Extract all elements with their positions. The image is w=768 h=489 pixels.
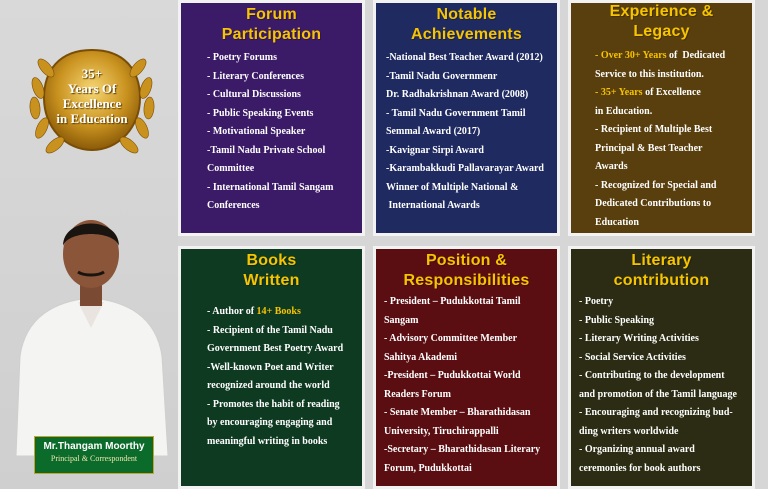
card-title-line: contribution: [613, 272, 710, 289]
list-item: ceremonies for book authors: [579, 462, 701, 474]
list-item: - Recipient of the Tamil Nadu: [207, 324, 333, 336]
card-title-line: Experience &: [609, 3, 714, 20]
list-item: Dedicated Contributions to: [595, 198, 712, 209]
card-title: [571, 2, 752, 42]
list-item-text: of Dedicated: [666, 50, 726, 61]
list-item: by encouraging engaging and: [207, 417, 333, 428]
card-title-line: Written: [243, 272, 300, 289]
list-item: recognized around the world: [207, 380, 330, 391]
list-item: [207, 303, 362, 322]
list-item: Semmal Award (2017): [386, 126, 481, 137]
books-list: [207, 303, 362, 451]
list-item: -Tamil Nadu Governmenr: [386, 70, 498, 82]
list-item: Principal & Best Teacher: [595, 142, 703, 154]
forum-list: [207, 49, 362, 216]
experience-legacy-card: [568, 0, 755, 236]
list-item: - Public Speaking: [579, 314, 655, 326]
left-panel: [0, 0, 178, 489]
list-item: -President – Pudukkottai World: [384, 370, 521, 381]
list-item-highlight: International Awards: [386, 200, 480, 211]
list-item: Dr. Radhakrishnan Award (2008): [386, 89, 529, 100]
card-title-line: Books: [246, 252, 297, 269]
badge-line: Years Of: [67, 81, 117, 96]
card-title: [376, 251, 557, 291]
list-item: University, Tiruchirappalli: [384, 425, 499, 437]
card-title-line: Participation: [221, 26, 322, 43]
list-item: meaningful writing in books: [207, 435, 328, 447]
books-written-card: [178, 246, 365, 489]
list-item: - Poetry: [579, 296, 614, 307]
card-title-line: Responsibilities: [403, 272, 530, 289]
list-item: - Organizing annual award: [579, 444, 695, 455]
list-item: - Social Service Activities: [579, 351, 686, 363]
list-item: Forum, Pudukkottai: [384, 462, 472, 474]
list-item: Service to this institution.: [595, 68, 704, 80]
list-item: Education: [595, 216, 639, 228]
list-item-highlight: Over 30+ Years: [600, 50, 667, 61]
badge-text: [22, 66, 162, 126]
list-item-prefix: -: [595, 87, 601, 98]
badge-line: Excellence: [62, 96, 122, 111]
notable-achievements-card: [373, 0, 560, 236]
literary-contribution-card: [568, 246, 755, 489]
list-item: - Public Speaking Events: [207, 107, 314, 119]
literary-list: [579, 293, 752, 478]
list-item-highlight: 35+ Years: [600, 87, 643, 98]
list-item: Government Best Poetry Award: [207, 343, 344, 354]
list-item: -Well-known Poet and Writer: [207, 361, 334, 373]
card-title: [571, 251, 752, 291]
card-title-line: Notable: [436, 6, 497, 23]
list-item: - Cultural Discussions: [207, 89, 301, 100]
list-item-highlight: 14+ Books: [256, 306, 301, 317]
card-title-line: Legacy: [633, 23, 690, 40]
list-item: - Senate Member – Bharathidasan: [384, 407, 531, 418]
list-item: - Poetry Forums: [207, 52, 277, 63]
card-title-line: Achievements: [411, 26, 522, 43]
profile-role: Principal & Correspondent: [50, 454, 138, 463]
achievements-list: [386, 49, 557, 216]
list-item: - Recipient of Multiple Best: [595, 124, 713, 135]
card-title: [181, 5, 362, 45]
list-item-prefix: -: [595, 50, 601, 61]
badge-line: in Education: [56, 111, 128, 126]
profile-name: Mr.Thangam Moorthy: [43, 441, 145, 452]
list-item: Committee: [207, 163, 255, 174]
card-title: [181, 251, 362, 291]
card-title-line: Literary: [631, 252, 692, 269]
list-item: - Tamil Nadu Government Tamil: [386, 107, 526, 119]
list-item: Sangam: [384, 314, 419, 326]
position-list: [384, 293, 557, 478]
list-item-text: of Excellence: [642, 87, 701, 98]
list-item: -Secretary – Bharathidasan Literary: [384, 444, 541, 455]
list-item: - International Tamil Sangam: [207, 181, 334, 193]
list-item: - Contributing to the development: [579, 370, 725, 381]
list-item-text: - Author of: [207, 306, 257, 317]
list-item: Readers Forum: [384, 388, 451, 400]
card-title: [376, 5, 557, 45]
list-item: -Tamil Nadu Private School: [207, 144, 326, 156]
list-item: - Literary Writing Activities: [579, 333, 699, 344]
list-item: - Recognized for Special and: [595, 179, 717, 191]
position-responsibilities-card: [373, 246, 560, 489]
list-item: - Motivational Speaker: [207, 126, 306, 137]
portrait-image: [6, 206, 176, 456]
list-item: [595, 47, 752, 66]
list-item: [595, 84, 752, 103]
list-item: Awards: [595, 161, 628, 172]
list-item: Conferences: [207, 200, 260, 211]
name-plate: [34, 436, 154, 474]
list-item-highlight: Winner of Multiple National &: [386, 181, 519, 193]
excellence-badge: [22, 28, 162, 168]
list-item: - Advisory Committee Member: [384, 333, 518, 344]
badge-line: 35+: [81, 66, 103, 81]
list-item: -Karambakkudi Pallavarayar Award: [386, 163, 544, 174]
list-item: - Promotes the habit of reading: [207, 398, 340, 410]
forum-participation-card: [178, 0, 365, 236]
list-item: and promotion of the Tamil language: [579, 388, 737, 400]
card-title-line: Forum: [246, 6, 297, 23]
card-title-line: Position &: [425, 252, 508, 269]
list-item: in Education.: [595, 105, 653, 117]
list-item: - Encouraging and recognizing bud-: [579, 407, 733, 418]
list-item: ding writers worldwide: [579, 425, 679, 437]
list-item: -National Best Teacher Award (2012): [386, 52, 543, 63]
list-item: - Literary Conferences: [207, 70, 305, 82]
list-item: - President – Pudukkottai Tamil: [384, 296, 521, 307]
experience-list: [595, 47, 752, 232]
list-item: Sahitya Akademi: [384, 351, 458, 363]
list-item: -Kavignar Sirpi Award: [386, 144, 484, 156]
